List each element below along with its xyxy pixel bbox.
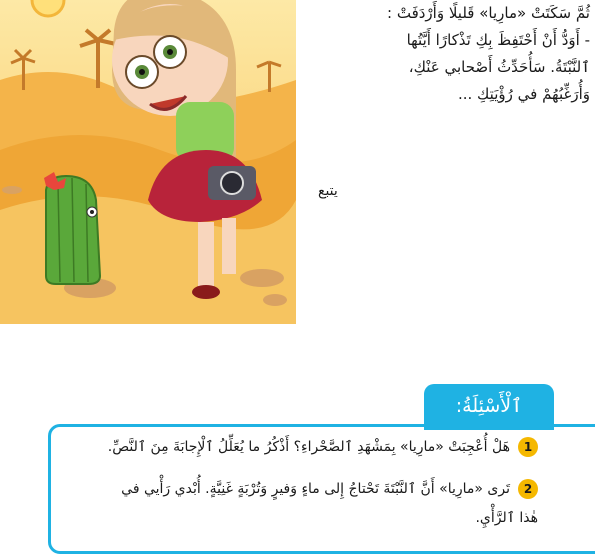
question-text: هَلْ أُعْجِبَتْ «مارِيا» بِمَشْهَدِ ٱلصَّحْراءِ؟ أَذْكُرُ ما يُعَلِّلُ ٱلْإِجابَةَ مِنَ ٱلنَّصِّ. bbox=[107, 439, 510, 455]
question-continuation: هٰذا ٱلرَّأْيِ. bbox=[475, 510, 538, 526]
question-number-badge: 1 bbox=[518, 437, 538, 457]
story-line: ثُمَّ سَكَتَتْ «مارِيا» قَليلًا وَأَرْدَفَتْ : bbox=[387, 4, 590, 22]
story-passage bbox=[300, 0, 590, 108]
question-text: تَرى «مارِيا» أَنَّ ٱلنَّبْتَةَ تَحْتاجُ إِلى ماءٍ وَفيرٍ وَتُرْبَةٍ غَنِيَّةٍ. أُبْدي رَأْيي في bbox=[121, 481, 510, 497]
story-illustration bbox=[0, 0, 296, 324]
cactus bbox=[44, 172, 100, 284]
questions-heading: ٱلْأَسْئِلَةُ: bbox=[424, 384, 554, 430]
question-item bbox=[121, 479, 538, 499]
continued-label: يتبع bbox=[318, 183, 338, 199]
question-item bbox=[108, 437, 538, 457]
story-line: ٱلنَّبْتَةُ. سَأُحَدِّثُ أَصْحابي عَنْكِ، bbox=[408, 58, 590, 76]
story-line: وَأُرَغِّبُهُمْ في رُؤْيَتِكِ ... bbox=[457, 85, 590, 103]
question-number-badge: 2 bbox=[518, 479, 538, 499]
story-line: - أَوَدُّ أَنْ أَحْتَفِظَ بِكِ تَذْكارًا أَيَّتُها bbox=[406, 31, 590, 49]
